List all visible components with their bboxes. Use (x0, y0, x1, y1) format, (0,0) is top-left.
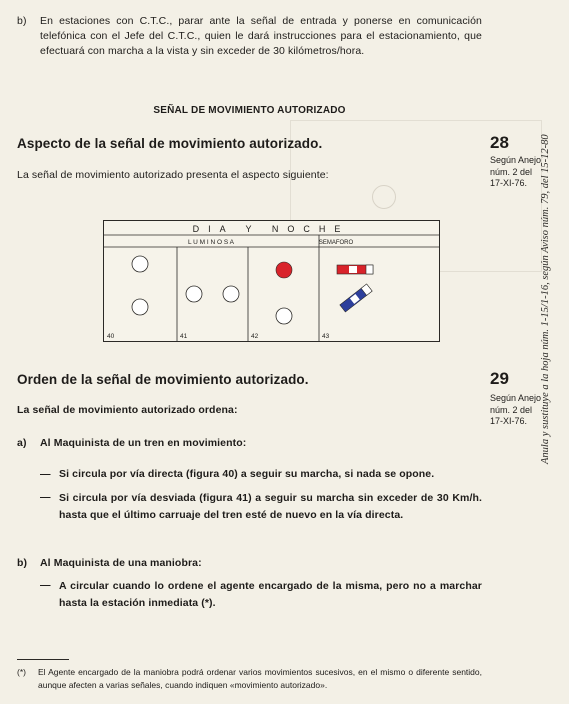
article-29-heading: Orden de la señal de movimiento autorizado. (17, 372, 309, 387)
article-29-number: 29 (490, 369, 509, 388)
lamp-off-white (223, 286, 239, 302)
footnote-rule (17, 659, 69, 660)
signal-figure (103, 220, 440, 342)
item-a-1: Si circula por vía directa (figura 40) a seguir su marcha, si nada se opone. (59, 468, 435, 480)
paragraph-b-label: b) (17, 15, 27, 27)
lamp-off-white (276, 308, 292, 324)
dash: — (40, 579, 51, 591)
lamp-off-white (186, 286, 202, 302)
item-b-label: b) (17, 557, 28, 569)
figure-sub-semaforo: SEMAFORO (318, 240, 354, 246)
item-b-1: A circular cuando lo ordene el agente encargado de la misma, pero no a marchar hasta la estación inmediata (*). (59, 580, 482, 609)
footnote-text: El Agente encargado de la maniobra podrá ordenar varios movimientos sucesivos, en el mismo o diferente sentido, aunque afecten a varias señales, cuando indiquen «movimiento autorizado». (38, 667, 482, 690)
article-28-side-note: Según Anejo núm. 2 del 17-XI-76. (490, 155, 542, 188)
semaphore-inclined-arm (340, 284, 372, 312)
article-28-number: 28 (490, 133, 509, 152)
article-29-side-note: Según Anejo núm. 2 del 17-XI-76. (490, 393, 542, 426)
article-28-text: La señal de movimiento autorizado presenta el aspecto siguiente: (17, 169, 329, 181)
article-29-intro: La señal de movimiento autorizado ordena: (17, 404, 238, 416)
margin-note-vertical: Anula y sustituye a la hoja núm. 1-15/1-16, según Aviso núm. 79, del 15-12-80 (540, 134, 551, 464)
panel-number: 43 (322, 333, 330, 340)
figure-header: DIA Y NOCHE (192, 224, 350, 234)
item-a-label: a) (17, 437, 27, 449)
item-a-2: Si circula por vía desviada (figura 41) a seguir su marcha sin exceder de 30 Km/h. hasta que el último carruaje del tren esté de nuevo en la vía directa. (59, 492, 482, 521)
footnote-mark: (*) (17, 667, 26, 677)
figure-sub-luminosa: L U M I N O S A (188, 239, 234, 246)
panel-number: 40 (107, 333, 115, 340)
section-title: SEÑAL DE MOVIMIENTO AUTORIZADO (153, 105, 346, 116)
article-28-heading: Aspecto de la señal de movimiento autorizado. (17, 136, 323, 151)
item-b-title: Al Maquinista de una maniobra: (40, 557, 202, 569)
bleed-through-shadow (372, 185, 396, 209)
lamp-red (276, 262, 292, 278)
semaphore-horizontal-arm (337, 265, 373, 274)
dash: — (40, 491, 51, 503)
paragraph-b-text: En estaciones con C.T.C., parar ante la señal de entrada y ponerse en comunicación telefónica con el Jefe del C.T.C., quien le dará instrucciones para el estacionamiento, que efectuará con marcha a la vista y sin exceder de 30 kilómetros/hora. (40, 15, 482, 57)
panel-number: 42 (251, 333, 259, 340)
signal-figure-svg (104, 221, 439, 341)
item-a-title: Al Maquinista de un tren en movimiento: (40, 437, 247, 449)
lamp-off-white (132, 256, 148, 272)
dash: — (40, 468, 51, 480)
panel-number: 41 (180, 333, 188, 340)
lamp-off-white (132, 299, 148, 315)
